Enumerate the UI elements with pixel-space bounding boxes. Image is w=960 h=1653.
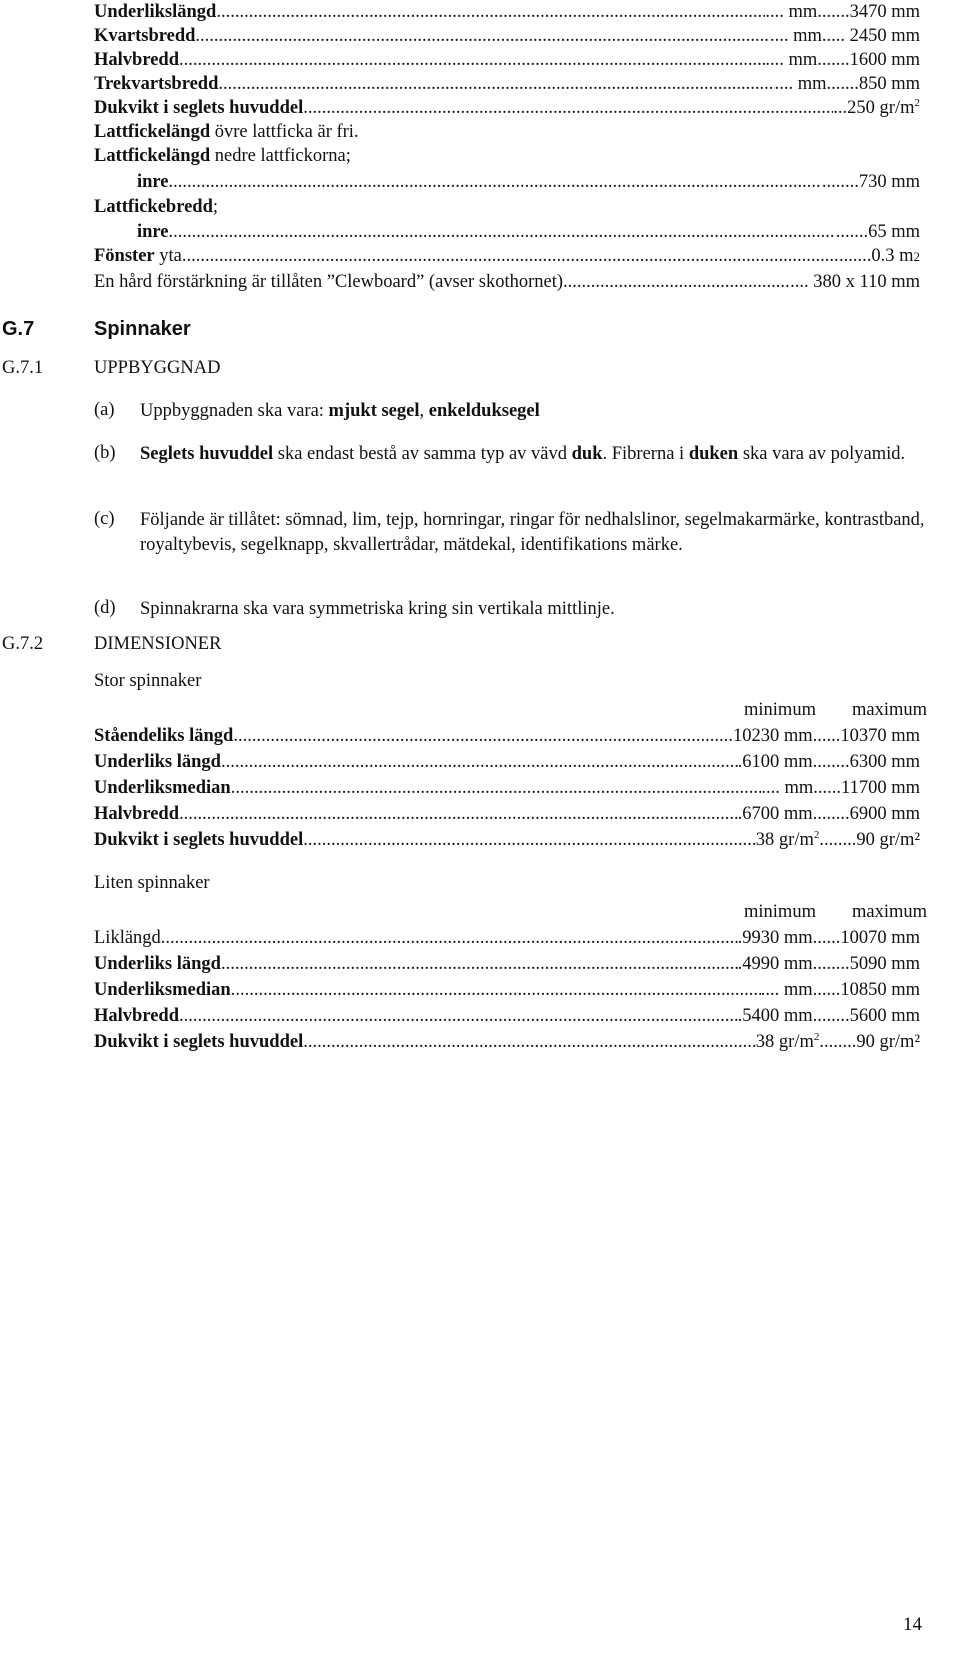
- row-value: .... mm.......3470 mm: [765, 2, 920, 22]
- liten-row: [94, 928, 920, 952]
- row-value: 38 $gr/m^2........90$ gr/m²: [755, 1031, 920, 1052]
- section-title-uppbyggnad: UPPBYGGNAD: [94, 358, 221, 378]
- section-number-g72: G.7.2: [2, 634, 44, 654]
- row-value: ...250 $gr/m^2$: [833, 97, 920, 118]
- stor-spinnaker-heading: Stor spinnaker: [94, 671, 202, 691]
- row-label: Trekvartsbredd: [94, 74, 219, 94]
- row-value: .6700 mm........6900 mm: [737, 804, 920, 824]
- leader-dots: [221, 954, 738, 975]
- leader-dots: [179, 1006, 738, 1027]
- row-trekvartsbredd: [94, 74, 920, 98]
- section-title-dimensioner: DIMENSIONER: [94, 634, 222, 654]
- row-value: .... mm..... 2450 mm: [769, 26, 920, 46]
- row-value: ........730 mm: [821, 172, 920, 192]
- leader-dots: [303, 1032, 756, 1053]
- leader-dots: [182, 246, 839, 267]
- leader-dots: [161, 928, 738, 949]
- row-label: Liklängd: [94, 928, 161, 948]
- item-a-text: Uppbyggnaden ska vara: mjukt segel, enkelduksegel: [140, 401, 540, 421]
- leader-dots: [231, 980, 761, 1001]
- lattbredd-text: Lattfickebredd;: [94, 197, 219, 217]
- liten-row: [94, 954, 920, 978]
- row-value: .... mm.......850 mm: [774, 74, 920, 94]
- item-letter-a: (a): [94, 400, 115, 420]
- leader-dots: [303, 98, 833, 119]
- stor-row: [94, 726, 920, 750]
- liten-row: [94, 1006, 920, 1030]
- section-title-spinnaker: Spinnaker: [94, 318, 191, 340]
- row-label: inre: [137, 172, 169, 192]
- row-lattbredd-inre: [137, 222, 920, 246]
- row-value: .......65 mm: [835, 222, 920, 242]
- row-label: Underliksmedian: [94, 980, 231, 1000]
- section-number-g7: G.7: [2, 318, 35, 340]
- leader-dots: [179, 804, 738, 825]
- row-label: Underlikslängd: [94, 2, 217, 22]
- row-underlikslangd: [94, 2, 920, 26]
- item-c-text: Följande är tillåtet: sömnad, lim, tejp, hornringar, ringar för nedhalslinor, segelmakarmärke, kontrastband, royaltybevis, segelknapp, skvallertrådar, mätdekal, identifikations märke.: [140, 510, 925, 555]
- row-label: Halvbredd: [94, 804, 179, 824]
- row-label: Ståendeliks längd: [94, 726, 234, 746]
- row-value: .... mm......10850 mm: [760, 980, 920, 1000]
- row-label: inre: [137, 222, 169, 242]
- row-value: .4990 mm........5090 mm: [737, 954, 920, 974]
- row-forstarkning: [94, 272, 920, 296]
- latt-ovre-text: Lattfickelängd övre lattficka är fri.: [94, 122, 359, 142]
- leader-dots: [231, 778, 762, 799]
- leader-dots: [568, 272, 791, 293]
- col-minimum: minimum: [744, 700, 816, 720]
- row-label: Underliks längd: [94, 954, 221, 974]
- leader-dots: [221, 752, 738, 773]
- item-b-text: Seglets huvuddel ska endast bestå av samma typ av vävd duk. Fibrerna i duken ska vara av polyamid.: [140, 444, 906, 464]
- row-label: Underliks längd: [94, 752, 221, 772]
- row-label: En hård förstärkning är tillåten ”Clewboard” (avser skothornet).: [94, 272, 568, 292]
- stor-row: [94, 752, 920, 776]
- stor-row: [94, 804, 920, 828]
- row-label: Underliksmedian: [94, 778, 231, 798]
- leader-dots: [233, 726, 728, 747]
- liten-column-headers: [708, 902, 927, 923]
- section-number-g71: G.7.1: [2, 358, 44, 378]
- row-value: .... mm......11700 mm: [761, 778, 920, 798]
- col-maximum: maximum: [851, 700, 927, 720]
- liten-row: [94, 980, 920, 1004]
- liten-spinnaker-heading: Liten spinnaker: [94, 873, 210, 893]
- item-letter-c: (c): [94, 509, 115, 529]
- row-value: .9930 mm......10070 mm: [737, 928, 920, 948]
- item-letter-b: (b): [94, 443, 116, 463]
- row-halvbredd: [94, 50, 920, 74]
- row-value: .... mm.......1600 mm: [765, 50, 920, 70]
- page-number: 14: [903, 1614, 922, 1635]
- row-value: .......0.3 m2: [838, 246, 920, 266]
- row-value: .5400 mm........5600 mm: [737, 1006, 920, 1026]
- row-latt-nedre-inre: [137, 172, 920, 196]
- row-label: Fönster yta: [94, 246, 182, 266]
- row-label: Dukvikt i seglets huvuddel: [94, 830, 304, 850]
- latt-nedre-text: Lattfickelängd nedre lattfickorna;: [94, 146, 351, 166]
- leader-dots: [179, 50, 765, 71]
- row-label: Dukvikt i seglets huvuddel: [94, 98, 304, 118]
- row-dukvikt: [94, 98, 920, 122]
- leader-dots: [169, 172, 822, 193]
- row-label: Halvbredd: [94, 1006, 179, 1026]
- row-value: .6100 mm........6300 mm: [737, 752, 920, 772]
- row-value: .... 380 x 110 mm: [790, 272, 920, 292]
- row-label: Dukvikt i seglets huvuddel: [94, 1032, 304, 1052]
- leader-dots: [169, 222, 836, 243]
- leader-dots: [216, 2, 765, 23]
- row-value: 38 $gr/m^2........90$ gr/m²: [755, 829, 920, 850]
- liten-row: [94, 1032, 920, 1056]
- row-label: Halvbredd: [94, 50, 179, 70]
- leader-dots: [195, 26, 770, 47]
- col-maximum: maximum: [851, 902, 927, 922]
- item-letter-d: (d): [94, 598, 116, 618]
- leader-dots: [303, 830, 756, 851]
- leader-dots: [218, 74, 774, 95]
- stor-column-headers: [708, 700, 927, 721]
- row-fonster: [94, 246, 920, 270]
- row-value: .10230 mm......10370 mm: [728, 726, 920, 746]
- stor-row: [94, 830, 920, 854]
- item-d-text: Spinnakrarna ska vara symmetriska kring sin vertikala mittlinje.: [140, 599, 615, 619]
- row-kvartsbredd: [94, 26, 920, 50]
- stor-row: [94, 778, 920, 802]
- row-label: Kvartsbredd: [94, 26, 196, 46]
- col-minimum: minimum: [744, 902, 816, 922]
